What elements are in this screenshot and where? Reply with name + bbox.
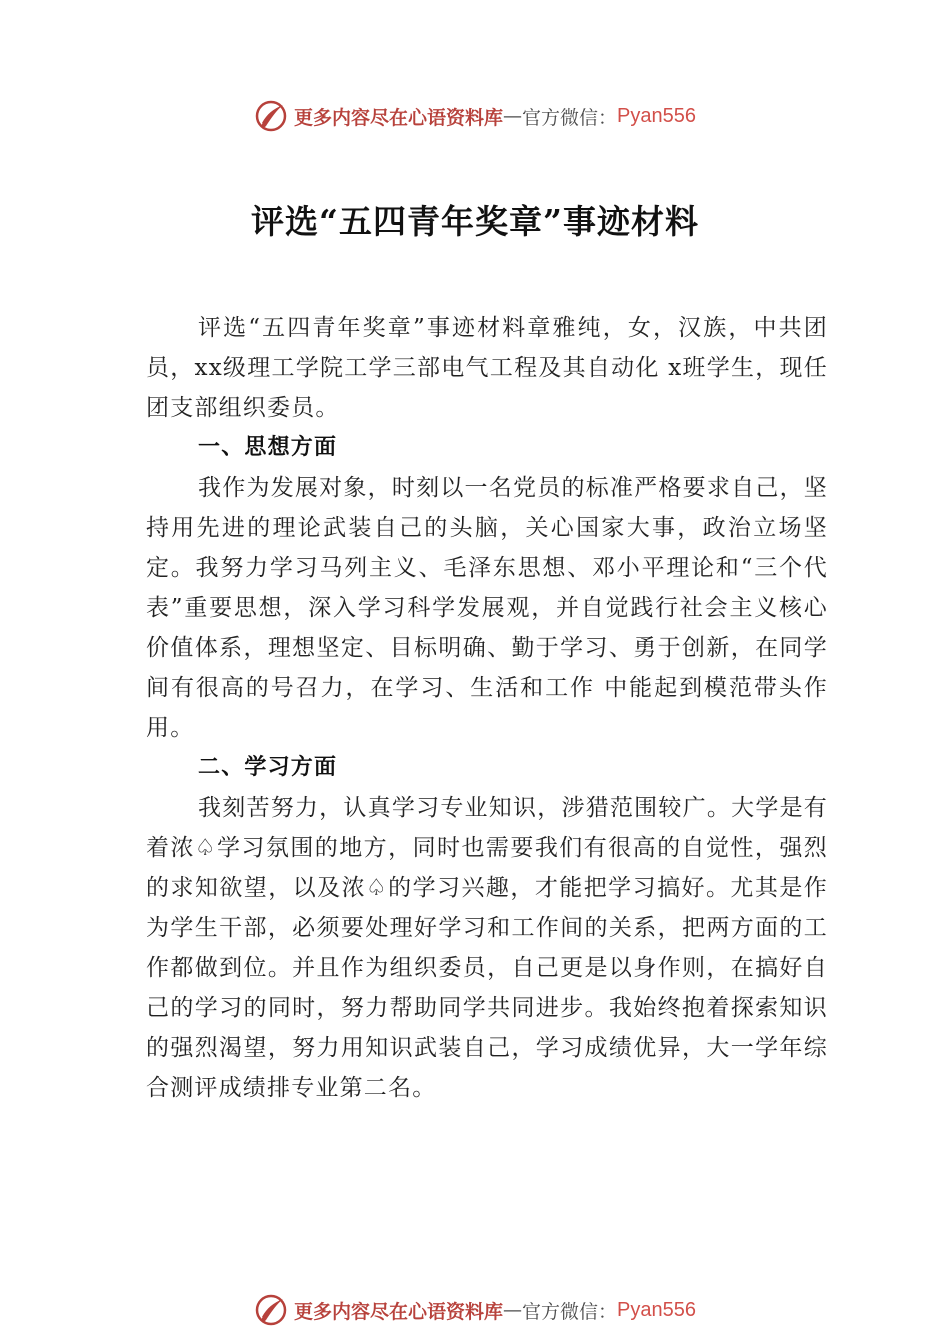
watermark-dash: — — [503, 105, 523, 127]
intro-paragraph: 评选“五四青年奖章”事迹材料章雅纯，女，汉族，中共团员，xx级理工学院工学三部电气工程及其自动化 x班学生，现任团支部组织委员。 — [146, 315, 828, 421]
footer-watermark — [0, 1290, 950, 1330]
document-title: 评选“五四青年奖章”事迹材料 — [251, 202, 699, 241]
watermark-sub-text: 官方微信： — [522, 106, 618, 129]
document-body — [146, 308, 828, 1108]
watermark-wechat-id: Pyan556 — [617, 104, 696, 127]
watermark-wechat-id: Pyan556 — [617, 1298, 696, 1321]
brush-logo-icon — [254, 1293, 288, 1327]
section-body-thought: 我作为发展对象，时刻以一名党员的标准严格要求自己，坚持用先进的理论武装自己的头脑，关心国家大事，政治立场坚定。我努力学习马列主义、毛泽东思想、邓小平理论和“三个代表”重要思想，深入学习科学发展观，并自觉践行社会主义核心价值体系，理想坚定、目标明确、勤于学习、勇于创新，在同学间有很高的号召力，在学习、生活和工作 中能起到模范带头作用。 — [146, 475, 828, 741]
section-heading-thought: 一、思想方面 — [198, 435, 338, 460]
section-body-study: 我刻苦努力，认真学习专业知识，涉猎范围较广。大学是有着浓♤学习氛围的地方，同时也需要我们有很高的自觉性，强烈的求知欲望，以及浓♤的学习兴趣，才能把学习搞好。尤其是作为学生干部，必须要处理好学习和工作间的关系，把两方面的工作都做到位。并且作为组织委员，自己更是以身作则，在搞好自己的学习的同时，努力帮助同学共同进步。我始终抱着探索知识的强烈渴望，努力用知识武装自己，学习成绩优异，大一学年综合测评成绩排专业第二名。 — [146, 795, 828, 1101]
watermark-main-text: 更多内容尽在心语资料库 — [294, 1300, 504, 1323]
section-heading-study: 二、学习方面 — [198, 755, 338, 780]
watermark-dash: — — [503, 1299, 523, 1321]
watermark-main-text: 更多内容尽在心语资料库 — [294, 106, 504, 129]
brush-logo-icon — [254, 99, 288, 133]
watermark-sub-text: 官方微信： — [522, 1300, 618, 1323]
header-watermark — [0, 96, 950, 136]
